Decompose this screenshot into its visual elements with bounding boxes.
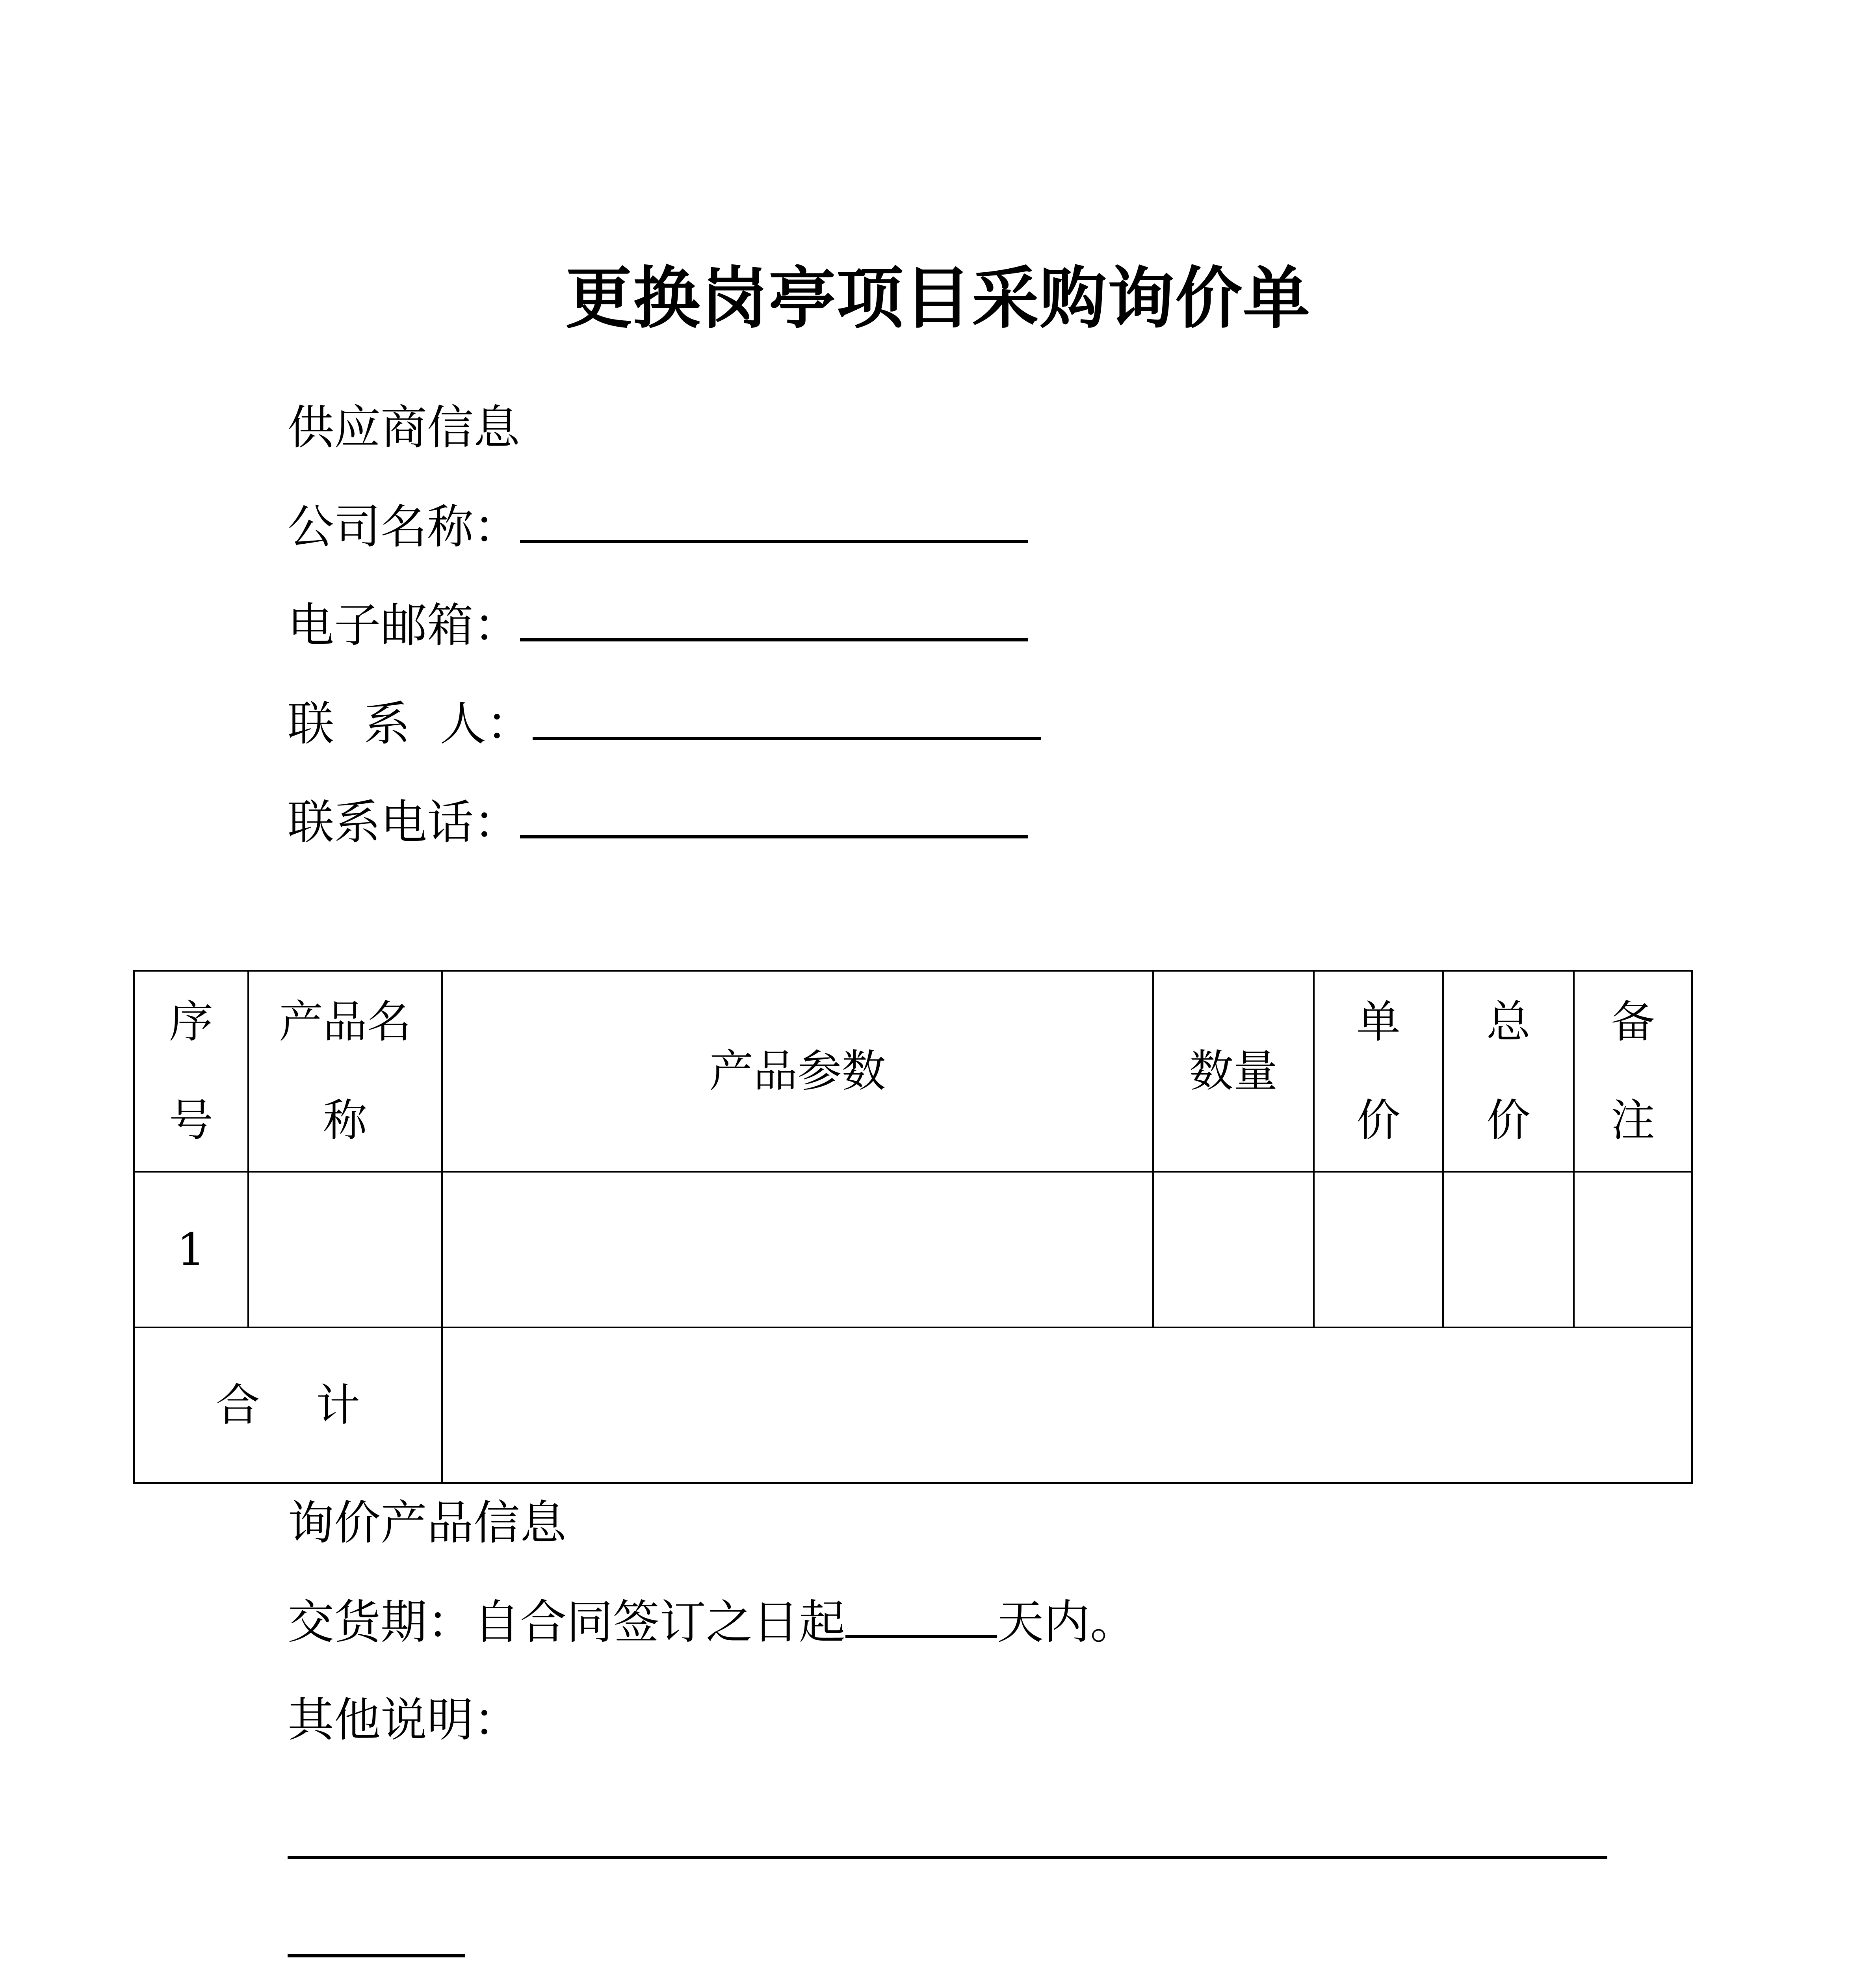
phone-label: 联系电话： — [288, 795, 520, 849]
total-value-cell[interactable] — [442, 1327, 1692, 1483]
other-notes-label: 其他说明： — [288, 1693, 520, 1747]
header-cell-serial: 序 号 — [134, 971, 248, 1172]
company-name-field — [288, 496, 1028, 556]
email-blank[interactable] — [520, 595, 1028, 641]
row-remark-cell[interactable] — [1574, 1172, 1692, 1327]
contact-field — [288, 693, 1041, 753]
header-cell-remark: 备 注 — [1574, 971, 1692, 1172]
row-quantity-cell[interactable] — [1153, 1172, 1314, 1327]
other-notes-blank-line-2[interactable] — [288, 1954, 465, 1957]
email-label: 电子邮箱： — [288, 598, 520, 652]
table-total-row — [134, 1327, 1692, 1483]
phone-blank[interactable] — [520, 792, 1028, 838]
product-section-heading: 询价产品信息 — [288, 1496, 567, 1550]
email-field — [288, 595, 1028, 655]
total-label-cell: 合 计 — [134, 1327, 442, 1483]
delivery-suffix: 天内。 — [997, 1595, 1137, 1649]
company-name-blank[interactable] — [520, 496, 1028, 543]
header-cell-unit-price: 单 价 — [1314, 971, 1443, 1172]
inquiry-table — [133, 970, 1693, 1484]
row-serial-cell: 1 — [134, 1172, 248, 1327]
contact-blank[interactable] — [533, 693, 1041, 740]
row-product-name-cell[interactable] — [248, 1172, 442, 1327]
delivery-field — [288, 1592, 1137, 1652]
phone-field — [288, 792, 1028, 852]
header-cell-total-price: 总 价 — [1443, 971, 1574, 1172]
row-total-price-cell[interactable] — [1443, 1172, 1574, 1327]
supplier-section-heading: 供应商信息 — [288, 400, 520, 455]
delivery-prefix: 交货期：自合同签订之日起 — [288, 1595, 846, 1649]
delivery-days-blank[interactable] — [845, 1592, 997, 1638]
page-title: 更换岗亭项目采购询价单 — [565, 259, 1311, 338]
row-unit-price-cell[interactable] — [1314, 1172, 1443, 1327]
table-header-row — [134, 971, 1692, 1172]
table-row — [134, 1172, 1692, 1327]
other-notes-blank-line-1[interactable] — [288, 1856, 1607, 1859]
company-name-label: 公司名称： — [288, 500, 520, 554]
header-cell-quantity: 数量 — [1153, 971, 1314, 1172]
row-product-params-cell[interactable] — [442, 1172, 1153, 1327]
header-cell-product-params: 产品参数 — [442, 971, 1153, 1172]
contact-label: 联 系 人： — [288, 697, 533, 751]
header-cell-product-name: 产品名 称 — [248, 971, 442, 1172]
